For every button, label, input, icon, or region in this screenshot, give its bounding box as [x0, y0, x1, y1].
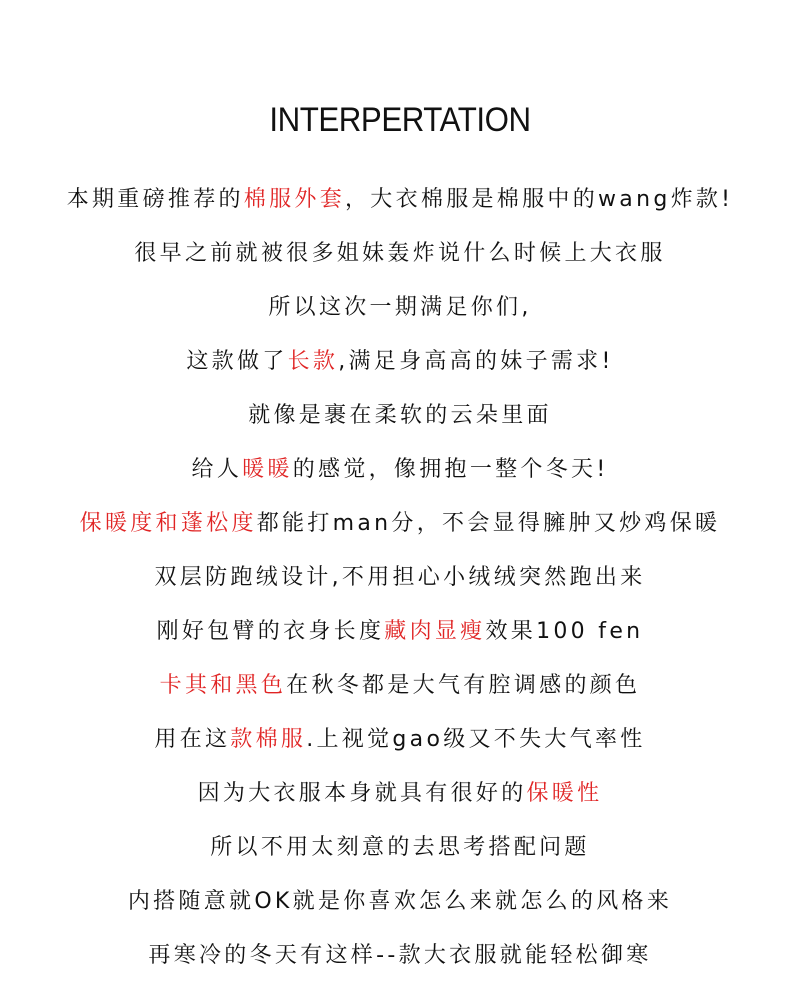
- body-text: 双层防跑绒设计,不用担心小绒绒突然跑出来: [154, 565, 646, 590]
- highlighted-text: 长款: [287, 349, 339, 374]
- highlighted-text: 款棉服: [230, 727, 307, 752]
- description-line: [0, 339, 800, 393]
- description-line: [0, 177, 800, 231]
- description-line: [0, 393, 800, 447]
- body-text: 在秋冬都是大气有腔调感的颜色: [286, 673, 641, 698]
- highlighted-text: 藏肉显瘦: [384, 619, 486, 644]
- body-text: 给人: [191, 457, 243, 482]
- description-line: [0, 609, 800, 663]
- highlighted-text: 保暖性: [526, 781, 603, 806]
- description-line: [0, 231, 800, 285]
- body-text: 再寒冷的冬天有这样--款大衣服就能轻松御寒: [148, 943, 652, 968]
- description-line: [0, 663, 800, 717]
- description-line: [0, 285, 800, 339]
- body-text: 这款做了: [186, 349, 288, 374]
- body-text: 的感觉，像拥抱一整个冬天!: [292, 457, 609, 482]
- body-text: 本期重磅推荐的: [66, 187, 244, 212]
- body-text: 内搭随意就OK就是你喜欢怎么来就怎么的风格来: [127, 889, 673, 914]
- body-text: 都能打man分，不会显得臃肿又炒鸡保暖: [256, 511, 721, 536]
- description-line: [0, 933, 800, 987]
- description-lines: [0, 177, 800, 987]
- description-line: [0, 501, 800, 555]
- description-line: [0, 555, 800, 609]
- body-text: 因为大衣服本身就具有很好的: [197, 781, 527, 806]
- description-line: [0, 879, 800, 933]
- body-text: 所以这次一期满足你们,: [268, 295, 532, 320]
- body-text: 所以不用太刻意的去思考搭配问题: [210, 835, 590, 860]
- description-line: [0, 717, 800, 771]
- body-text: 就像是裹在柔软的云朵里面: [248, 403, 552, 428]
- description-line: [0, 771, 800, 825]
- body-text: .上视觉gao级又不失大气率性: [306, 727, 646, 752]
- body-text: ,满足身高高的妹子需求!: [338, 349, 614, 374]
- description-line: [0, 447, 800, 501]
- body-text: 效果100 fen: [485, 619, 644, 644]
- highlighted-text: 卡其和黑色: [159, 673, 287, 698]
- highlighted-text: 暖暖: [242, 457, 293, 482]
- highlighted-text: 保暖度和蓬松度: [79, 511, 257, 536]
- body-text: 用在这: [154, 727, 231, 752]
- body-text: 刚好包臂的衣身长度: [156, 619, 385, 644]
- highlighted-text: 棉服外套: [243, 187, 345, 212]
- body-text: ，大衣棉服是棉服中的wang炸款!: [345, 187, 734, 212]
- description-line: [0, 825, 800, 879]
- body-text: 很早之前就被很多姐妹轰炸说什么时候上大衣服: [134, 241, 666, 266]
- page-title: INTERPERTATION: [269, 101, 531, 139]
